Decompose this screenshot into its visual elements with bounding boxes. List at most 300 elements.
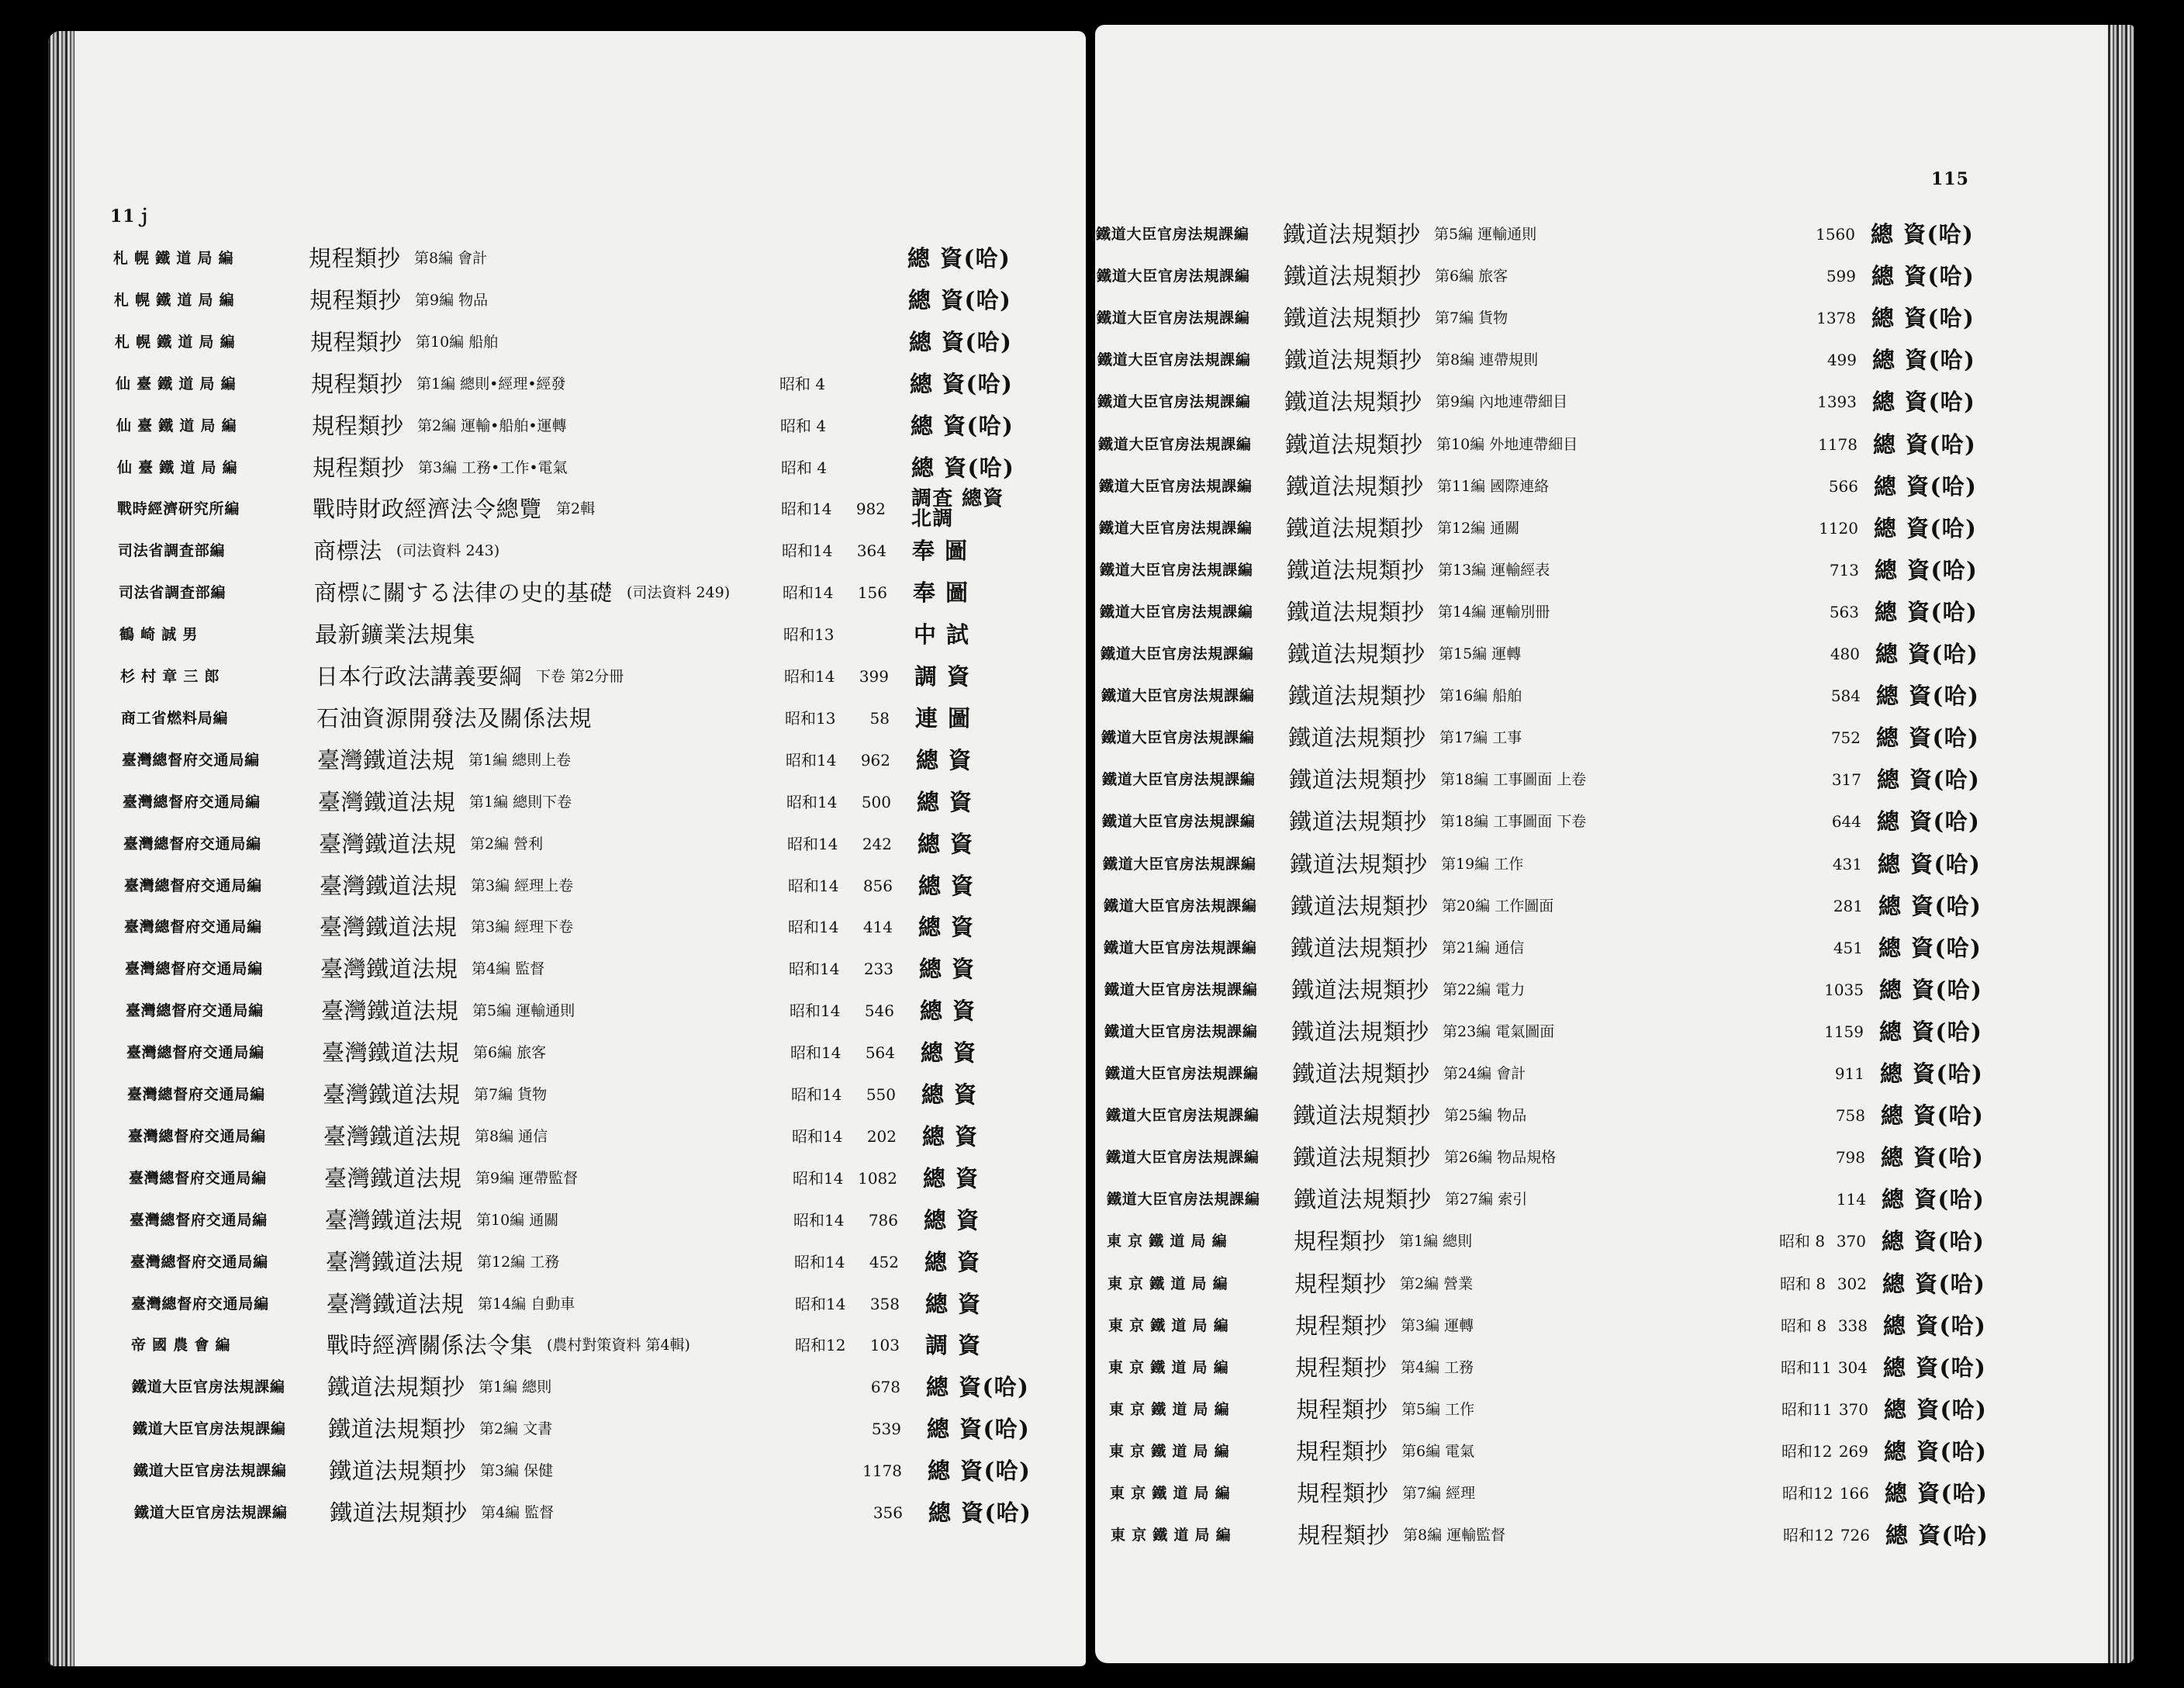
entry-subtitle: 第13編 運輸經表 (1438, 561, 1550, 579)
entry-title: 鐵道法規類抄 (1284, 389, 1422, 416)
entry-pages: 539 (871, 1420, 901, 1439)
entry-author: 戰時經濟研究所編 (117, 500, 240, 518)
entry-pages: 452 (869, 1252, 899, 1271)
entry-pages: 911 (1834, 1064, 1864, 1083)
entry-pages: 304 (1837, 1358, 1868, 1377)
entry-subtitle: 第24編 會計 (1443, 1065, 1526, 1082)
entry-title: 臺灣鐵道法規 (325, 1206, 463, 1233)
entry-pages: 356 (873, 1503, 903, 1522)
entry-row (48, 535, 1086, 566)
entry-subtitle: 第4編 監督 (481, 1504, 555, 1521)
entry-location: 總 資(哈) (1873, 431, 1977, 458)
entry-title: 鐵道法規類抄 (1291, 934, 1429, 961)
entry-row (1095, 1184, 2134, 1215)
entry-row (48, 1163, 1086, 1194)
entry-location: 調査 總資 北調 (911, 487, 1004, 531)
entry-title: 規程類抄 (1298, 1522, 1390, 1549)
entry-title: 鐵道法規類抄 (1291, 892, 1429, 919)
entry-location: 總 資(哈) (1884, 1437, 1988, 1465)
entry-pages: 1082 (858, 1168, 897, 1188)
entry-location: 總 資 (922, 1122, 979, 1150)
entry-author: 杉 村 章 三 郎 (120, 668, 220, 685)
entry-author: 鐵道大臣官房法規課編 (1099, 477, 1253, 495)
entry-date: 昭和 8 (1781, 1316, 1827, 1335)
entry-pages: 550 (866, 1085, 896, 1104)
entry-row (48, 787, 1086, 818)
entry-title: 臺灣鐵道法規 (323, 1122, 461, 1150)
entry-author: 東 京 鐵 道 局 編 (1111, 1527, 1232, 1544)
entry-author: 鐵道大臣官房法規課編 (1102, 813, 1256, 831)
entry-author: 仙 臺 鐵 道 局 編 (116, 375, 237, 393)
entry-title: 規程類抄 (1297, 1480, 1389, 1506)
entry-subtitle: 第20編 工作圖面 (1442, 897, 1554, 915)
entry-author: 鐵道大臣官房法規課編 (1097, 310, 1250, 327)
entry-row (48, 452, 1086, 483)
entry-row (48, 619, 1086, 650)
entry-row (1095, 638, 2134, 669)
entry-subtitle: 第2編 文書 (479, 1420, 553, 1438)
entry-pages: 480 (1830, 645, 1860, 663)
entry-author: 鐵道大臣官房法規課編 (133, 1462, 287, 1480)
entry-author: 東 京 鐵 道 局 編 (1110, 1485, 1231, 1502)
entry-row (48, 1330, 1086, 1361)
entry-subtitle: 第9編 內地連帶細目 (1436, 393, 1568, 411)
entry-title: 鐵道法規類抄 (1293, 1102, 1431, 1129)
entry-subtitle: 第10編 外地連帶細目 (1436, 435, 1578, 453)
entry-title: 臺灣鐵道法規 (318, 788, 456, 815)
entry-row (48, 661, 1086, 692)
entry-location: 總 資 (921, 1081, 978, 1108)
entry-author: 札 幌 鐵 道 局 編 (113, 250, 234, 267)
entry-subtitle: 第12編 工務 (477, 1253, 560, 1271)
entry-pages: 726 (1840, 1526, 1870, 1545)
entry-location: 總 資(哈) (928, 1499, 1032, 1526)
entry-author: 鐵道大臣官房法規課編 (1104, 981, 1258, 998)
entry-pages: 599 (1826, 267, 1856, 286)
entry-subtitle: 第1編 總則下卷 (469, 793, 572, 811)
entry-pages: 644 (1831, 812, 1861, 832)
entry-title: 石油資源開發法及關係法規 (316, 704, 592, 732)
entry-location: 調 資 (925, 1332, 982, 1359)
entry-pages: 563 (1829, 602, 1859, 621)
entry-title: 鐵道法規類抄 (329, 1458, 467, 1485)
entry-title: 鐵道法規類抄 (1287, 556, 1425, 583)
entry-pages: 414 (862, 918, 893, 937)
entry-subtitle: 第3編 保健 (480, 1462, 554, 1480)
entry-subtitle: 第5編 運輸通則 (472, 1002, 575, 1020)
entry-author: 臺灣總督府交通局編 (126, 1044, 264, 1062)
entry-subtitle: 第2輯 (556, 500, 596, 518)
entry-date: 昭和14 (786, 792, 838, 811)
entry-location: 總 資(哈) (926, 1374, 1030, 1401)
entry-row (48, 243, 1086, 274)
entry-location: 總 資(哈) (1876, 683, 1980, 710)
entry-location: 總 資(哈) (1877, 808, 1981, 835)
entry-title: 臺灣鐵道法規 (319, 830, 457, 857)
entry-author: 鐵道大臣官房法規課編 (1100, 561, 1253, 579)
entry-row (48, 1205, 1086, 1236)
entry-row (1095, 429, 2134, 460)
entry-row (1095, 386, 2134, 417)
entry-pages: 302 (1837, 1274, 1867, 1293)
entry-location: 總 資 (924, 1248, 981, 1275)
entry-date: 昭和12 (795, 1336, 846, 1355)
entry-subtitle: 第1編 總則上卷 (468, 751, 572, 769)
entry-title: 鐵道法規類抄 (1289, 766, 1427, 794)
entry-subtitle: 第9編 運帶監督 (475, 1169, 579, 1187)
entry-pages: 370 (1838, 1399, 1868, 1419)
entry-subtitle: 第15編 運轉 (1439, 645, 1522, 662)
entry-subtitle: 第12編 通關 (1437, 519, 1520, 537)
entry-date: 昭和14 (789, 960, 840, 979)
entry-author: 臺灣總督府交通局編 (128, 1127, 266, 1145)
entry-subtitle: 第6編 旅客 (473, 1044, 547, 1062)
left-page (48, 31, 1086, 1666)
entry-row (1095, 219, 2134, 250)
entry-title: 規程類抄 (1295, 1354, 1387, 1381)
entry-pages: 786 (868, 1210, 898, 1230)
entry-title: 規程類抄 (312, 412, 404, 439)
entry-date: 昭和14 (782, 541, 833, 561)
entry-location: 總 資(哈) (1878, 850, 1982, 877)
entry-date: 昭和12 (1783, 1526, 1834, 1545)
entry-date: 昭和12 (1782, 1484, 1833, 1503)
entry-row (1095, 932, 2134, 963)
right-page (1095, 25, 2134, 1663)
entry-title: 臺灣鐵道法規 (320, 914, 458, 941)
entry-author: 鐵道大臣官房法規課編 (1096, 226, 1249, 243)
entry-row (48, 577, 1086, 608)
entry-row (1095, 303, 2134, 334)
entry-pages: 103 (869, 1336, 900, 1355)
entry-location: 總 資 (923, 1164, 980, 1192)
entry-date: 昭和14 (790, 1001, 841, 1021)
entry-author: 司法省調査部編 (119, 584, 226, 602)
entry-pages: 713 (1829, 560, 1859, 579)
entry-title: 規程類抄 (311, 370, 403, 397)
entry-subtitle: 第8編 會計 (414, 250, 488, 267)
entry-pages: 564 (865, 1043, 895, 1063)
entry-pages: 281 (1833, 896, 1863, 915)
entry-subtitle: 第27編 索引 (1445, 1191, 1528, 1209)
entry-date: 昭和14 (781, 500, 832, 519)
entry-row (48, 327, 1086, 358)
entry-subtitle: 第7編 經理 (1402, 1485, 1476, 1502)
entry-author: 鐵道大臣官房法規課編 (1101, 645, 1254, 662)
entry-location: 總 資(哈) (1874, 514, 1978, 541)
entry-row (48, 995, 1086, 1026)
entry-location: 總 資(哈) (1874, 472, 1978, 500)
entry-subtitle: 第3編 經理下卷 (471, 918, 574, 936)
entry-date: 昭和13 (783, 625, 835, 645)
entry-title: 規程類抄 (313, 454, 405, 481)
entry-location: 總 資(哈) (1881, 1102, 1985, 1129)
entry-title: 規程類抄 (309, 286, 402, 313)
entry-title: 最新鑛業法規集 (315, 621, 476, 649)
entry-subtitle: 第3編 工務•工作•電氣 (418, 458, 568, 476)
entry-location: 總 資(哈) (1882, 1228, 1985, 1255)
entry-location: 總 資(哈) (1879, 1018, 1983, 1045)
entry-location: 總 資(哈) (911, 454, 1015, 481)
entry-pages: 962 (860, 750, 890, 770)
entry-author: 鐵道大臣官房法規課編 (1100, 603, 1253, 621)
entry-row (48, 1372, 1086, 1403)
entry-row (1095, 344, 2134, 375)
entry-date: 昭和14 (792, 1126, 843, 1146)
entry-author: 鐵道大臣官房法規課編 (1102, 771, 1256, 789)
entry-pages: 1178 (862, 1461, 902, 1481)
entry-subtitle: 第1編 總則 (1399, 1233, 1473, 1250)
entry-author: 鐵道大臣官房法規課編 (1104, 897, 1257, 915)
entry-title: 戰時經濟關係法令集 (327, 1332, 534, 1359)
entry-pages: 678 (870, 1378, 900, 1397)
entry-title: 鐵道法規類抄 (1284, 263, 1422, 290)
entry-subtitle: 第11編 國際連絡 (1437, 477, 1550, 495)
page-number: 115 (1931, 169, 1969, 189)
entry-row (48, 410, 1086, 441)
entry-pages: 364 (856, 541, 886, 561)
entry-row (1095, 764, 2134, 795)
entry-pages: 584 (1830, 687, 1861, 706)
entry-title: 規程類抄 (1294, 1270, 1387, 1297)
entry-date: 昭和14 (793, 1210, 845, 1230)
entry-pages: 451 (1833, 938, 1863, 957)
entry-subtitle: 第2編 運輸•船舶•運轉 (417, 417, 567, 434)
entry-row (1095, 597, 2134, 628)
entry-title: 規程類抄 (309, 245, 401, 272)
entry-pages: 1120 (1819, 518, 1858, 538)
entry-pages: 242 (862, 834, 892, 853)
entry-author: 鐵道大臣官房法規課編 (1101, 687, 1255, 705)
entry-author: 鐵道大臣官房法規課編 (1097, 393, 1251, 411)
entry-pages: 758 (1835, 1106, 1865, 1126)
entry-date: 昭和11 (1781, 1358, 1832, 1377)
entry-location: 總 資(哈) (1879, 976, 1983, 1003)
entry-author: 仙 臺 鐵 道 局 編 (116, 417, 237, 434)
entry-subtitle: 第7編 貨物 (1435, 310, 1508, 327)
entry-location: 總 資 (924, 1206, 980, 1233)
entry-pages: 546 (864, 1001, 894, 1021)
entry-location: 總 資(哈) (1878, 934, 1982, 961)
entry-row (1095, 1394, 2134, 1425)
entry-author: 臺灣總督府交通局編 (124, 918, 262, 936)
entry-location: 總 資(哈) (1877, 766, 1981, 794)
entry-date: 昭和14 (793, 1168, 844, 1188)
entry-subtitle: 第3編 運轉 (1401, 1316, 1474, 1334)
entry-location: 總 資(哈) (911, 412, 1014, 439)
entry-title: 鐵道法規類抄 (1283, 221, 1421, 247)
entry-title: 鐵道法規類抄 (1288, 683, 1426, 710)
entry-date: 昭和11 (1781, 1399, 1833, 1419)
entry-title: 臺灣鐵道法規 (321, 998, 459, 1025)
entry-row (1095, 1226, 2134, 1257)
entry-location: 總 資(哈) (909, 328, 1013, 355)
entry-location: 總 資(哈) (1885, 1522, 1989, 1549)
entry-title: 鐵道法規類抄 (1287, 641, 1425, 667)
entry-pages: 1560 (1816, 225, 1855, 244)
entry-title: 鐵道法規類抄 (1285, 431, 1423, 458)
entry-row (1095, 1058, 2134, 1089)
entry-subtitle: 第2編 營業 (1400, 1275, 1474, 1292)
entry-location: 總 資 (921, 1039, 977, 1067)
entry-subtitle: 第8編 通信 (475, 1127, 548, 1145)
entry-location: 總 資(哈) (907, 245, 1011, 272)
entry-author: 鐵道大臣官房法規課編 (134, 1504, 288, 1521)
entry-subtitle: 第4編 監督 (472, 960, 545, 978)
entry-row (1095, 471, 2134, 502)
entry-row (1095, 806, 2134, 837)
entry-date: 昭和14 (790, 1043, 841, 1063)
entry-subtitle: 第10編 通關 (476, 1211, 559, 1229)
entry-location: 總 資(哈) (1875, 598, 1978, 625)
entry-author: 鐵道大臣官房法規課編 (1097, 268, 1250, 285)
entry-location: 總 資(哈) (1880, 1060, 1984, 1087)
entry-location: 總 資(哈) (1871, 263, 1975, 290)
entry-date: 昭和14 (787, 834, 838, 853)
entry-title: 臺灣鐵道法規 (324, 1164, 462, 1192)
entry-location: 總 資(哈) (1885, 1480, 1989, 1506)
entry-subtitle: 第8編 連帶規則 (1436, 351, 1539, 369)
entry-pages: 1035 (1824, 980, 1864, 999)
entry-location: 總 資(哈) (1872, 347, 1976, 374)
entry-location: 總 資(哈) (1871, 221, 1975, 247)
entry-location: 總 資(哈) (1875, 641, 1979, 667)
entry-pages: 202 (866, 1126, 897, 1146)
entry-row (1095, 680, 2134, 711)
entry-row (48, 1413, 1086, 1444)
entry-pages: 338 (1837, 1316, 1868, 1335)
entry-author: 鐵道大臣官房法規課編 (1106, 1107, 1260, 1125)
entry-author: 札 幌 鐵 道 局 編 (115, 333, 236, 351)
entry-pages: 1178 (1818, 434, 1857, 454)
entry-subtitle: 第9編 物品 (415, 291, 489, 309)
entry-author: 帝 國 農 會 編 (131, 1337, 231, 1354)
entry-author: 臺灣總督府交通局編 (126, 1002, 264, 1020)
entry-subtitle: 第3編 經理上卷 (471, 877, 574, 894)
entry-title: 臺灣鐵道法規 (327, 1290, 465, 1317)
entry-title: 規程類抄 (310, 328, 403, 355)
entry-title: 鐵道法規類抄 (1291, 976, 1429, 1003)
entry-subtitle: 第25編 物品 (1444, 1107, 1527, 1125)
entry-location: 中 試 (914, 621, 970, 649)
entry-row (48, 745, 1086, 776)
entry-title: 臺灣鐵道法規 (323, 1081, 461, 1108)
entry-author: 鐵道大臣官房法規課編 (1107, 1191, 1260, 1209)
entry-subtitle: 第4編 工務 (1401, 1358, 1474, 1376)
entry-subtitle: 第26編 物品規格 (1444, 1149, 1557, 1167)
entry-subtitle: 第14編 運輸別冊 (1438, 603, 1550, 621)
entry-subtitle: 第23編 電氣圖面 (1443, 1022, 1555, 1040)
entry-title: 鐵道法規類抄 (330, 1499, 468, 1526)
entry-location: 總 資 (918, 872, 975, 899)
entry-author: 東 京 鐵 道 局 編 (1108, 1316, 1229, 1334)
entry-title: 鐵道法規類抄 (1291, 1018, 1429, 1045)
entry-date: 昭和12 (1781, 1441, 1833, 1461)
entry-location: 總 資(哈) (1876, 725, 1980, 752)
entry-row (48, 1121, 1086, 1152)
entry-pages: 166 (1839, 1484, 1869, 1503)
entry-row (48, 285, 1086, 316)
entry-row (48, 1288, 1086, 1320)
entry-location: 總 資(哈) (910, 370, 1014, 397)
entry-row (48, 870, 1086, 901)
entry-pages: 798 (1835, 1148, 1865, 1167)
page-number: 11ｊ (110, 206, 154, 227)
entry-date: 昭和14 (788, 876, 839, 895)
entry-pages: 233 (863, 960, 893, 979)
entry-title: 日本行政法講義要綱 (316, 663, 523, 690)
entry-author: 臺灣總督府交通局編 (123, 835, 261, 853)
entry-author: 臺灣總督府交通局編 (125, 960, 263, 978)
entry-subtitle: 第6編 電氣 (1401, 1442, 1475, 1460)
entry-title: 鐵道法規類抄 (1293, 1144, 1431, 1171)
entry-location: 總 資(哈) (927, 1416, 1031, 1443)
entry-pages: 982 (855, 500, 886, 519)
entry-row (1095, 1268, 2134, 1299)
entry-location: 總 資(哈) (1884, 1396, 1988, 1423)
entry-location: 奉 圖 (913, 579, 969, 607)
entry-subtitle: 第5編 運輸通則 (1434, 226, 1537, 243)
entry-row (1095, 513, 2134, 544)
entry-row (48, 1497, 1086, 1528)
entry-author: 臺灣總督府交通局編 (122, 751, 260, 769)
entry-title: 規程類抄 (1294, 1228, 1386, 1255)
entry-title: 鐵道法規類抄 (1294, 1186, 1432, 1213)
entry-row (1095, 1352, 2134, 1383)
entry-author: 臺灣總督府交通局編 (127, 1086, 265, 1103)
entry-title: 鐵道法規類抄 (1289, 808, 1427, 835)
entry-author: 鐵道大臣官房法規課編 (1099, 519, 1253, 537)
entry-row (1095, 1142, 2134, 1173)
entry-row (1095, 1520, 2134, 1551)
entry-pages: 114 (1836, 1190, 1866, 1209)
entry-author: 臺灣總督府交通局編 (129, 1169, 267, 1187)
entry-date: 昭和14 (784, 667, 835, 686)
entry-title: 商標に關する法律の史的基礎 (314, 579, 613, 607)
entry-row (48, 368, 1086, 400)
entry-author: 鐵道大臣官房法規課編 (1103, 855, 1256, 873)
entry-author: 鐵道大臣官房法規課編 (133, 1420, 286, 1438)
entry-subtitle: (司法資料 249) (627, 584, 731, 602)
entry-location: 總 資(哈) (1883, 1354, 1987, 1381)
entry-location: 總 資 (917, 830, 974, 857)
entry-author: 鐵道大臣官房法規課編 (1098, 435, 1252, 453)
entry-subtitle: 第2編 營利 (470, 835, 544, 853)
entry-location: 總 資(哈) (1881, 1144, 1985, 1171)
entry-location: 總 資(哈) (1883, 1312, 1987, 1339)
entry-title: 商標法 (313, 538, 382, 565)
entry-location: 總 資 (918, 914, 975, 941)
entry-pages: 358 (869, 1294, 900, 1313)
entry-title: 規程類抄 (1295, 1312, 1387, 1339)
entry-location: 總 資 (916, 746, 973, 773)
entry-subtitle: (司法資料 243) (396, 542, 500, 560)
entry-title: 臺灣鐵道法規 (317, 746, 455, 773)
entry-author: 司法省調査部編 (118, 542, 226, 560)
entry-date: 昭和 8 (1779, 1232, 1826, 1251)
entry-row (48, 1037, 1086, 1068)
entry-author: 鐵道大臣官房法規課編 (1097, 351, 1251, 369)
entry-location: 總 資(哈) (1882, 1186, 1985, 1213)
entry-location: 總 資(哈) (1871, 305, 1975, 332)
entry-location: 總 資(哈) (1872, 389, 1976, 416)
entry-row (48, 1455, 1086, 1486)
entry-author: 臺灣總督府交通局編 (123, 793, 261, 811)
entry-title: 鐵道法規類抄 (1284, 305, 1422, 332)
entry-date: 昭和14 (794, 1252, 845, 1271)
entry-location: 奉 圖 (912, 538, 969, 565)
entry-date: 昭和14 (791, 1085, 842, 1104)
